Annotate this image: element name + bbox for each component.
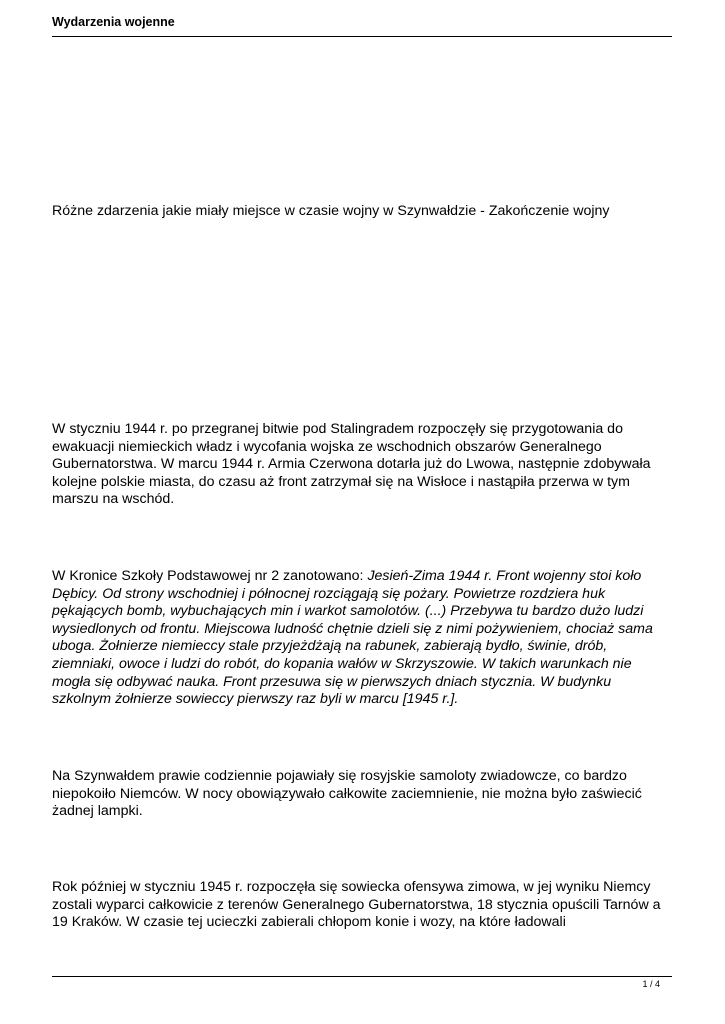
- page-header-title: Wydarzenia wojenne: [52, 15, 175, 29]
- paragraph-3: Na Szynwałdem prawie codziennie pojawiały się rosyjskie samoloty zwiadowcze, co bardzo niepokoiło Niemców. W nocy obowiązywało całkowite zaciemnienie, nie można było zaświecić żadnej lampki.: [52, 768, 642, 820]
- header-divider: [52, 36, 672, 37]
- paragraph-4: Rok później w styczniu 1945 r. rozpoczęła się sowiecka ofensywa zimowa, w jej wyniku Niemcy zostali wyparci całkowicie z terenów Generalnego Gubernatorstwa, 18 stycznia opuścili Tarnów a 19 Kraków. W czasie tej ucieczki zabierali chłopom konie i wozy, na które ładowali: [52, 879, 661, 931]
- paragraph-2-intro: W Kronice Szkoły Podstawowej nr 2 zanotowano:: [52, 568, 368, 584]
- chronicle-quote: Jesień-Zima 1944 r. Front wojenny stoi koło Dębicy. Od strony wschodniej i północnej rozciągają się pożary. Powietrze rozdziera huk pękających bomb, wybuchających min i warkot samolotów. (...) Przebywa tu bardzo dużo ludzi wysiedlonych od frontu. Miejscowa ludność chętnie dzieli się z nimi pożywieniem, chociaż sama uboga. Żołnierze niemieccy stale przyjeżdżają na rabunek, zabierają bydło, świnie, drób, ziemniaki, owoce i ludzi do robót, do kopania wałów w Skrzyszowie. W takich warunkach nie mogła się odbywać nauka. Front przesuwa się w pierwszych dniach stycznia. W budynku szkolnym żołnierze sowieccy pierwszy raz byli w marcu [1945 r.].: [52, 568, 653, 708]
- paragraph-1: W styczniu 1944 r. po przegranej bitwie pod Stalingradem rozpoczęły się przygotowania do ewakuacji niemieckich władz i wycofania wojska ze wschodnich obszarów Generalnego Gubernatorstwa. W marcu 1944 r. Armia Czerwona dotarła już do Lwowa, następnie zdobywała kolejne polskie miasta, do czasu aż front zatrzymał się na Wisłoce i nastąpiła przerwa w tym marszu na wschód.: [52, 421, 651, 508]
- paragraph-2: [52, 568, 672, 709]
- footer-divider: [52, 976, 672, 977]
- document-subtitle: Różne zdarzenia jakie miały miejsce w czasie wojny w Szynwałdzie - Zakończenie wojny: [52, 203, 610, 219]
- page-number: 1 / 4: [642, 979, 660, 989]
